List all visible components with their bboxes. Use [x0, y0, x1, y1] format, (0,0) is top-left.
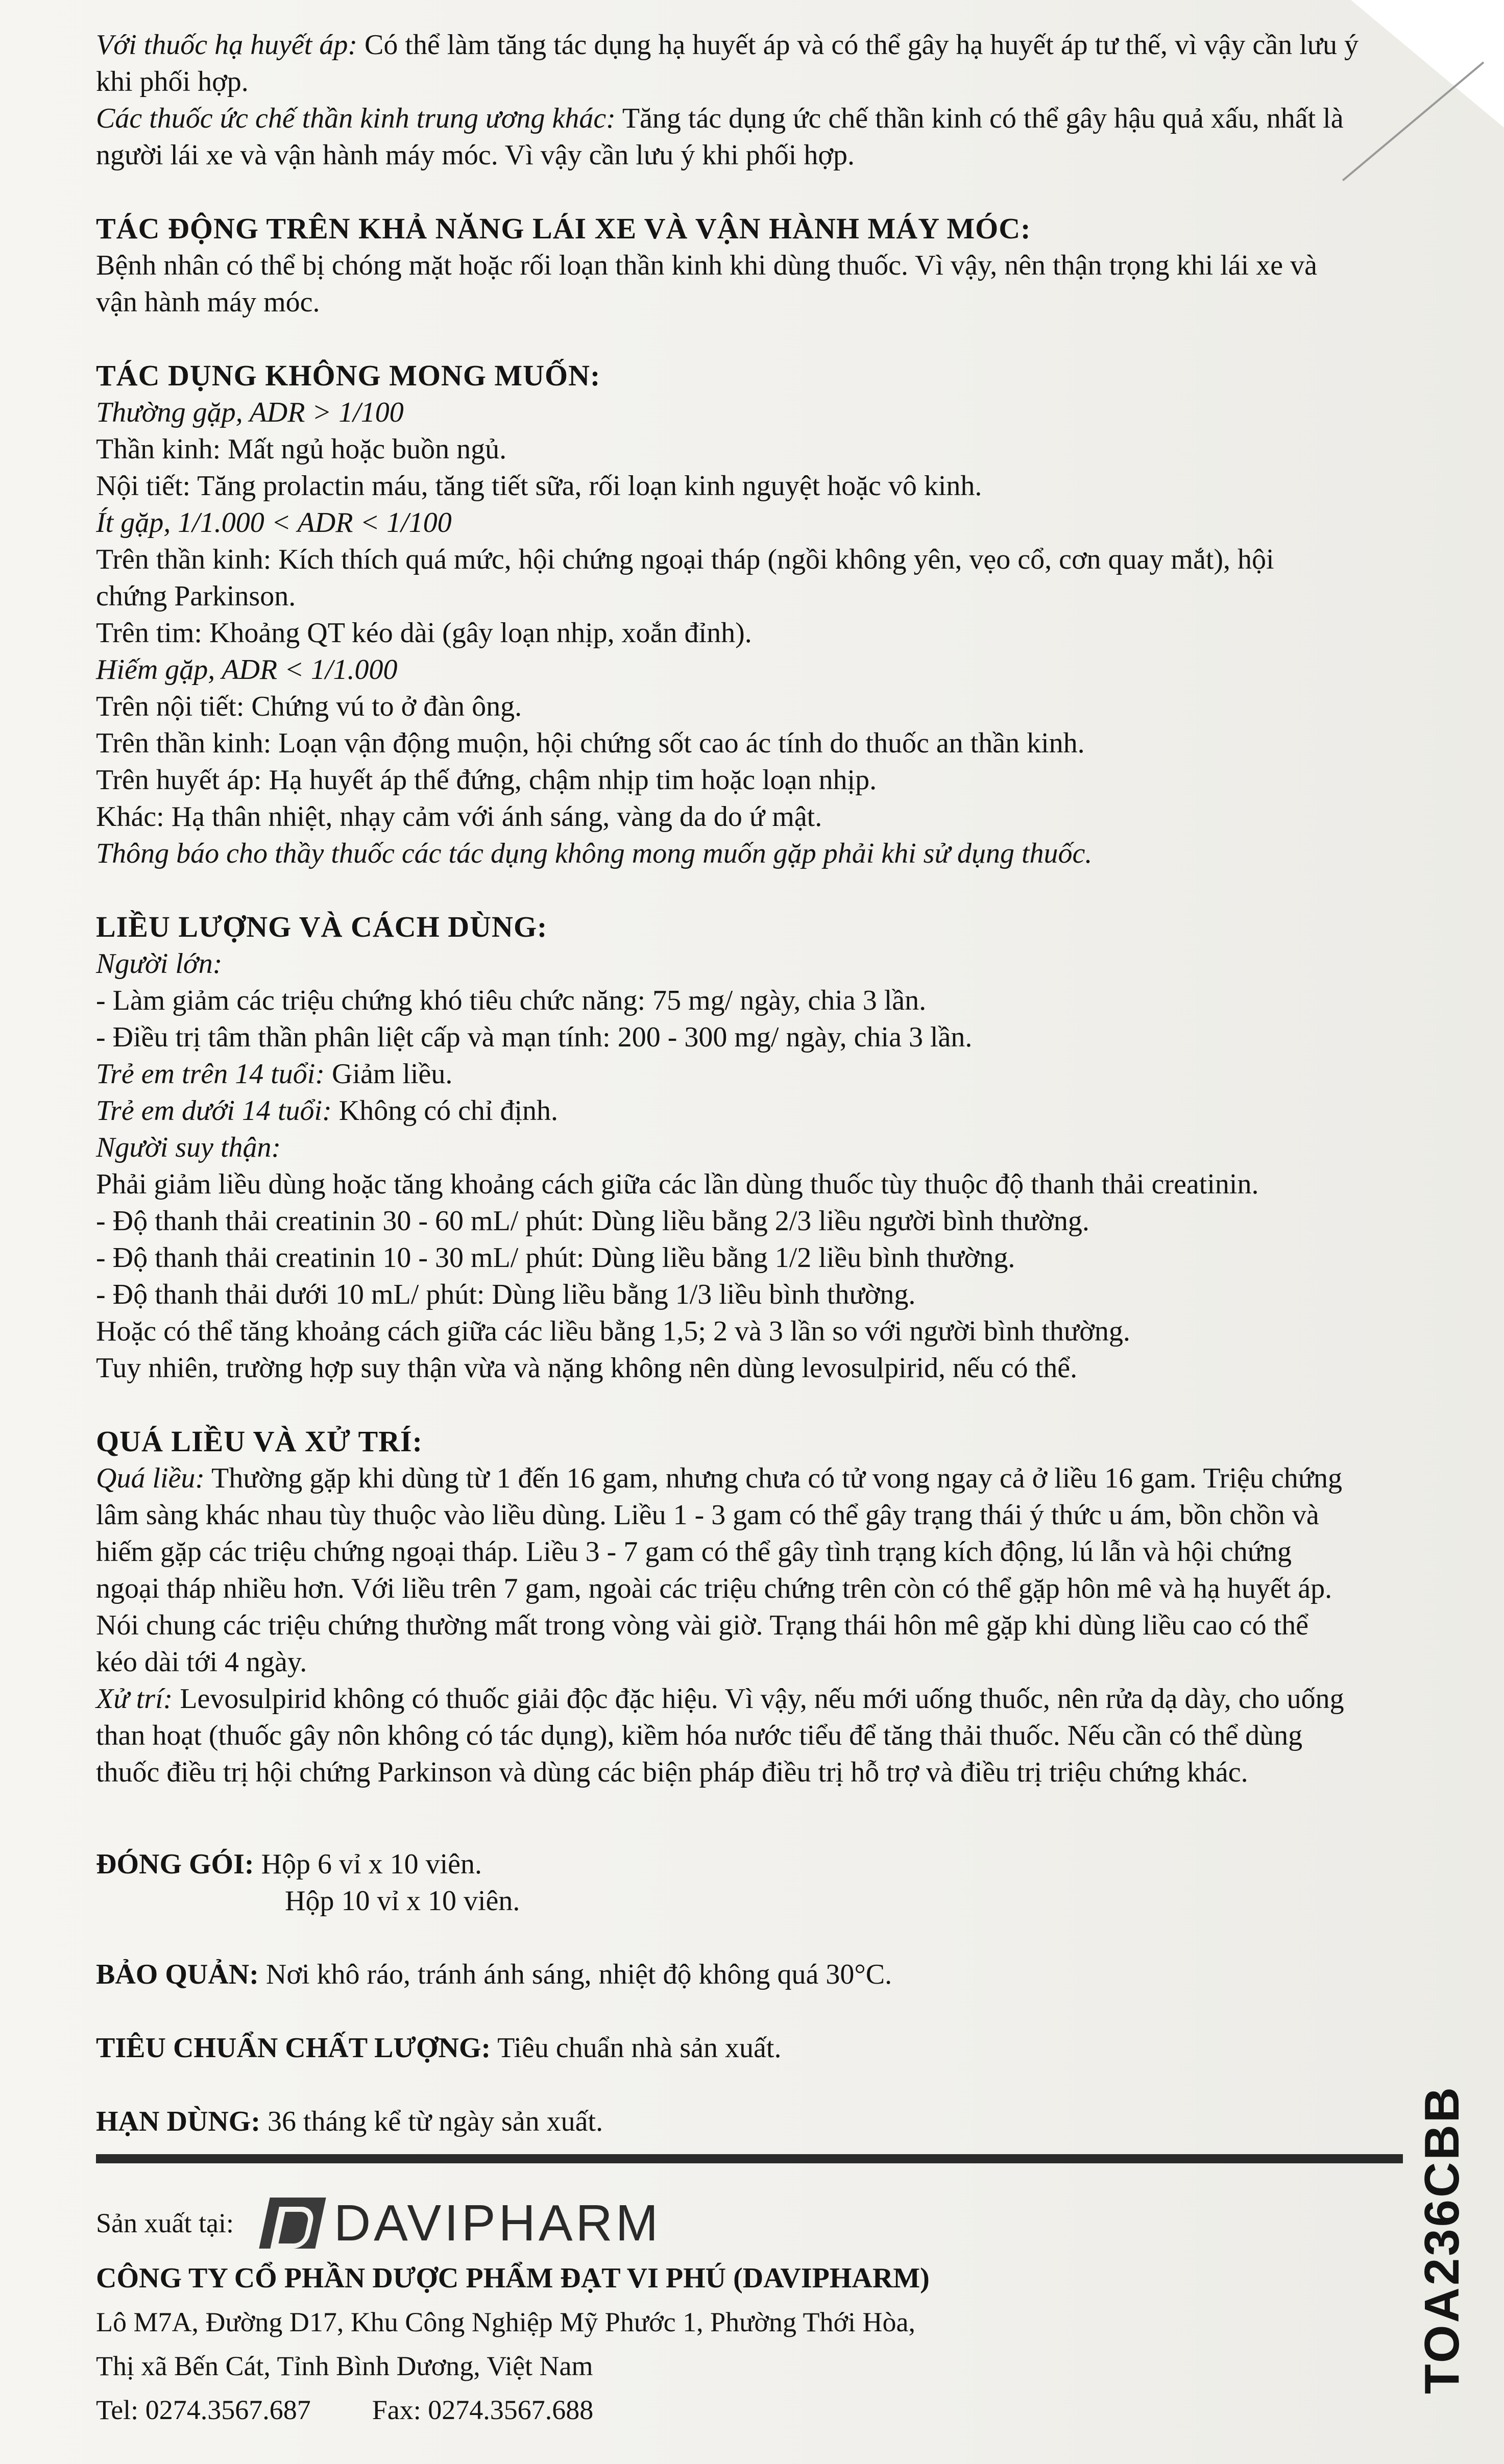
- adverse-rare-3: Trên huyết áp: Hạ huyết áp thế đứng, chậm nhịp tim hoặc loạn nhịp.: [96, 764, 877, 796]
- treatment-2: than hoạt (thuốc gây nôn không có tác dụng), kiềm hóa nước tiểu để tăng thải thuốc. Nếu cần có thể dùng: [96, 1720, 1303, 1751]
- adverse-uncommon-2: chứng Parkinson.: [96, 580, 296, 612]
- packing-line-2: Hộp 10 vỉ x 10 viên.: [285, 1885, 520, 1917]
- dosage-adult-label: Người lớn:: [96, 948, 223, 980]
- packing: ĐÓNG GÓI: Hộp 6 vỉ x 10 viên.: [96, 1848, 482, 1880]
- overdose-5: Nói chung các triệu chứng thường mất trong vòng vài giờ. Trạng thái hôn mê gặp khi dùng liều cao có thể: [96, 1609, 1309, 1641]
- adverse-rare-1: Trên nội tiết: Chứng vú to ở đàn ông.: [96, 691, 522, 722]
- driving-heading: TÁC ĐỘNG TRÊN KHẢ NĂNG LÁI XE VÀ VẬN HÀNH MÁY MÓC:: [96, 212, 1031, 245]
- overdose-6: kéo dài tới 4 ngày.: [96, 1646, 307, 1678]
- address-line-2: Thị xã Bến Cát, Tỉnh Bình Dương, Việt Nam: [96, 2351, 593, 2381]
- overdose-heading: QUÁ LIỀU VÀ XỬ TRÍ:: [96, 1425, 423, 1458]
- adverse-uncommon-1: Trên thần kinh: Kích thích quá mức, hội chứng ngoại tháp (ngồi không yên, vẹo cổ, cơn quay mắt), hội: [96, 544, 1274, 575]
- address-line-1: Lô M7A, Đường D17, Khu Công Nghiệp Mỹ Phước 1, Phường Thới Hòa,: [96, 2307, 916, 2337]
- dosage-child-over: Trẻ em trên 14 tuổi: Giảm liều.: [96, 1058, 453, 1090]
- overdose-4: ngoại tháp nhiều hơn. Với liều trên 7 gam, ngoài các triệu chứng trên còn có thể gặp hôn mê và hạ huyết áp.: [96, 1573, 1332, 1604]
- dosage-heading: LIỀU LƯỢNG VÀ CÁCH DÙNG:: [96, 910, 548, 943]
- dosage-renal-6: Tuy nhiên, trường hợp suy thận vừa và nặng không nên dùng levosulpirid, nếu có thể.: [96, 1352, 1078, 1384]
- adverse-uncommon-label: Ít gặp, 1/1.000 < ADR < 1/100: [96, 507, 452, 539]
- adverse-common-1: Thần kinh: Mất ngủ hoặc buồn ngủ.: [96, 433, 507, 465]
- storage: BẢO QUẢN: Nơi khô ráo, tránh ánh sáng, nhiệt độ không quá 30°C.: [96, 1959, 892, 1990]
- driving-text-2: vận hành máy móc.: [96, 286, 320, 318]
- driving-text-1: Bệnh nhân có thể bị chóng mặt hoặc rối loạn thần kinh khi dùng thuốc. Vì vậy, nên thận trọng khi lái xe và: [96, 250, 1317, 281]
- dosage-child-under: Trẻ em dưới 14 tuổi: Không có chỉ định.: [96, 1095, 559, 1127]
- adverse-notice: Thông báo cho thầy thuốc các tác dụng không mong muốn gặp phải khi sử dụng thuốc.: [96, 838, 1093, 869]
- treatment-1: Xử trí: Levosulpirid không có thuốc giải độc đặc hiệu. Vì vậy, nếu mới uống thuốc, nên rửa dạ dày, cho uống: [96, 1683, 1344, 1715]
- expiry: HẠN DÙNG: 36 tháng kể từ ngày sản xuất.: [96, 2106, 603, 2137]
- adverse-rare-2: Trên thần kinh: Loạn vận động muộn, hội chứng sốt cao ác tính do thuốc an thần kinh.: [96, 727, 1085, 759]
- telephone: Tel: 0274.3567.687: [96, 2395, 311, 2425]
- adverse-uncommon-3: Trên tim: Khoảng QT kéo dài (gây loạn nhịp, xoắn đỉnh).: [96, 617, 752, 649]
- adverse-rare-4: Khác: Hạ thân nhiệt, nhạy cảm với ánh sáng, vàng da do ứ mật.: [96, 801, 822, 833]
- treatment-3: thuốc điều trị hội chứng Parkinson và dùng các biện pháp điều trị hỗ trợ và điều trị triệu chứng khác.: [96, 1756, 1248, 1788]
- davipharm-logo-icon: [259, 2198, 326, 2249]
- manufactured-at-label: Sản xuất tại:: [96, 2208, 234, 2238]
- interaction-hypotensive-cont: khi phối hợp.: [96, 66, 249, 97]
- manufacturer-row: [96, 2190, 1403, 2256]
- dosage-adult-1: - Làm giảm các triệu chứng khó tiêu chức năng: 75 mg/ ngày, chia 3 lần.: [96, 985, 927, 1016]
- manufacturer-footer: [96, 2190, 1403, 2432]
- quality-standard: TIÊU CHUẨN CHẤT LƯỢNG: Tiêu chuẩn nhà sản xuất.: [96, 2032, 782, 2064]
- leaflet-body: [96, 27, 1444, 2140]
- dosage-renal-5: Hoặc có thể tăng khoảng cách giữa các liều bằng 1,5; 2 và 3 lần so với người bình thường.: [96, 1315, 1130, 1347]
- company-name: CÔNG TY CỔ PHẦN DƯỢC PHẨM ĐẠT VI PHÚ (DAVIPHARM): [96, 2262, 930, 2294]
- interaction-cns: Các thuốc ức chế thần kinh trung ương khác: Tăng tác dụng ức chế thần kinh có thể gây hậu quả xấu, nhất là: [96, 103, 1344, 134]
- davipharm-logo-text: DAVIPHARM: [333, 2194, 662, 2252]
- contact-row: [96, 2388, 1403, 2432]
- dosage-renal-3: - Độ thanh thải creatinin 10 - 30 mL/ phút: Dùng liều bằng 1/2 liều bình thường.: [96, 1242, 1015, 1274]
- interaction-hypotensive: Với thuốc hạ huyết áp: Có thể làm tăng tác dụng hạ huyết áp và có thể gây hạ huyết áp tư thế, vì vậy cần lưu ý: [96, 29, 1359, 61]
- adverse-rare-label: Hiếm gặp, ADR < 1/1.000: [96, 654, 398, 686]
- dosage-renal-2: - Độ thanh thải creatinin 30 - 60 mL/ phút: Dùng liều bằng 2/3 liều người bình thường.: [96, 1205, 1089, 1237]
- dosage-adult-2: - Điều trị tâm thần phân liệt cấp và mạn tính: 200 - 300 mg/ ngày, chia 3 lần.: [96, 1021, 973, 1053]
- fax: Fax: 0274.3567.688: [372, 2395, 594, 2425]
- dosage-renal-4: - Độ thanh thải dưới 10 mL/ phút: Dùng liều bằng 1/3 liều bình thường.: [96, 1279, 916, 1310]
- overdose-2: lâm sàng khác nhau tùy thuộc vào liều dùng. Liều 1 - 3 gam có thể gây trạng thái ý thức u ám, bồn chồn và: [96, 1499, 1319, 1531]
- interaction-cns-cont: người lái xe và vận hành máy móc. Vì vậy cần lưu ý khi phối hợp.: [96, 139, 855, 171]
- adverse-heading: TÁC DỤNG KHÔNG MONG MUỐN:: [96, 359, 601, 392]
- dosage-renal-1: Phải giảm liều dùng hoặc tăng khoảng cách giữa các lần dùng thuốc tùy thuộc độ thanh thải creatinin.: [96, 1168, 1259, 1200]
- dosage-renal-label: Người suy thận:: [96, 1132, 281, 1163]
- adverse-common-2: Nội tiết: Tăng prolactin máu, tăng tiết sữa, rối loạn kinh nguyệt hoặc vô kinh.: [96, 470, 982, 502]
- footer-divider: [96, 2154, 1403, 2163]
- document-code: TOA236CBB: [1415, 2085, 1469, 2394]
- overdose-1: Quá liều: Thường gặp khi dùng từ 1 đến 16 gam, nhưng chưa có tử vong ngay cả ở liều 16 gam. Triệu chứng: [96, 1462, 1343, 1494]
- adverse-common-label: Thường gặp, ADR > 1/100: [96, 397, 404, 428]
- overdose-3: hiếm gặp các triệu chứng ngoại tháp. Liều 3 - 7 gam có thể gây tình trạng kích động, lú lẫn và hội chứng: [96, 1536, 1292, 1568]
